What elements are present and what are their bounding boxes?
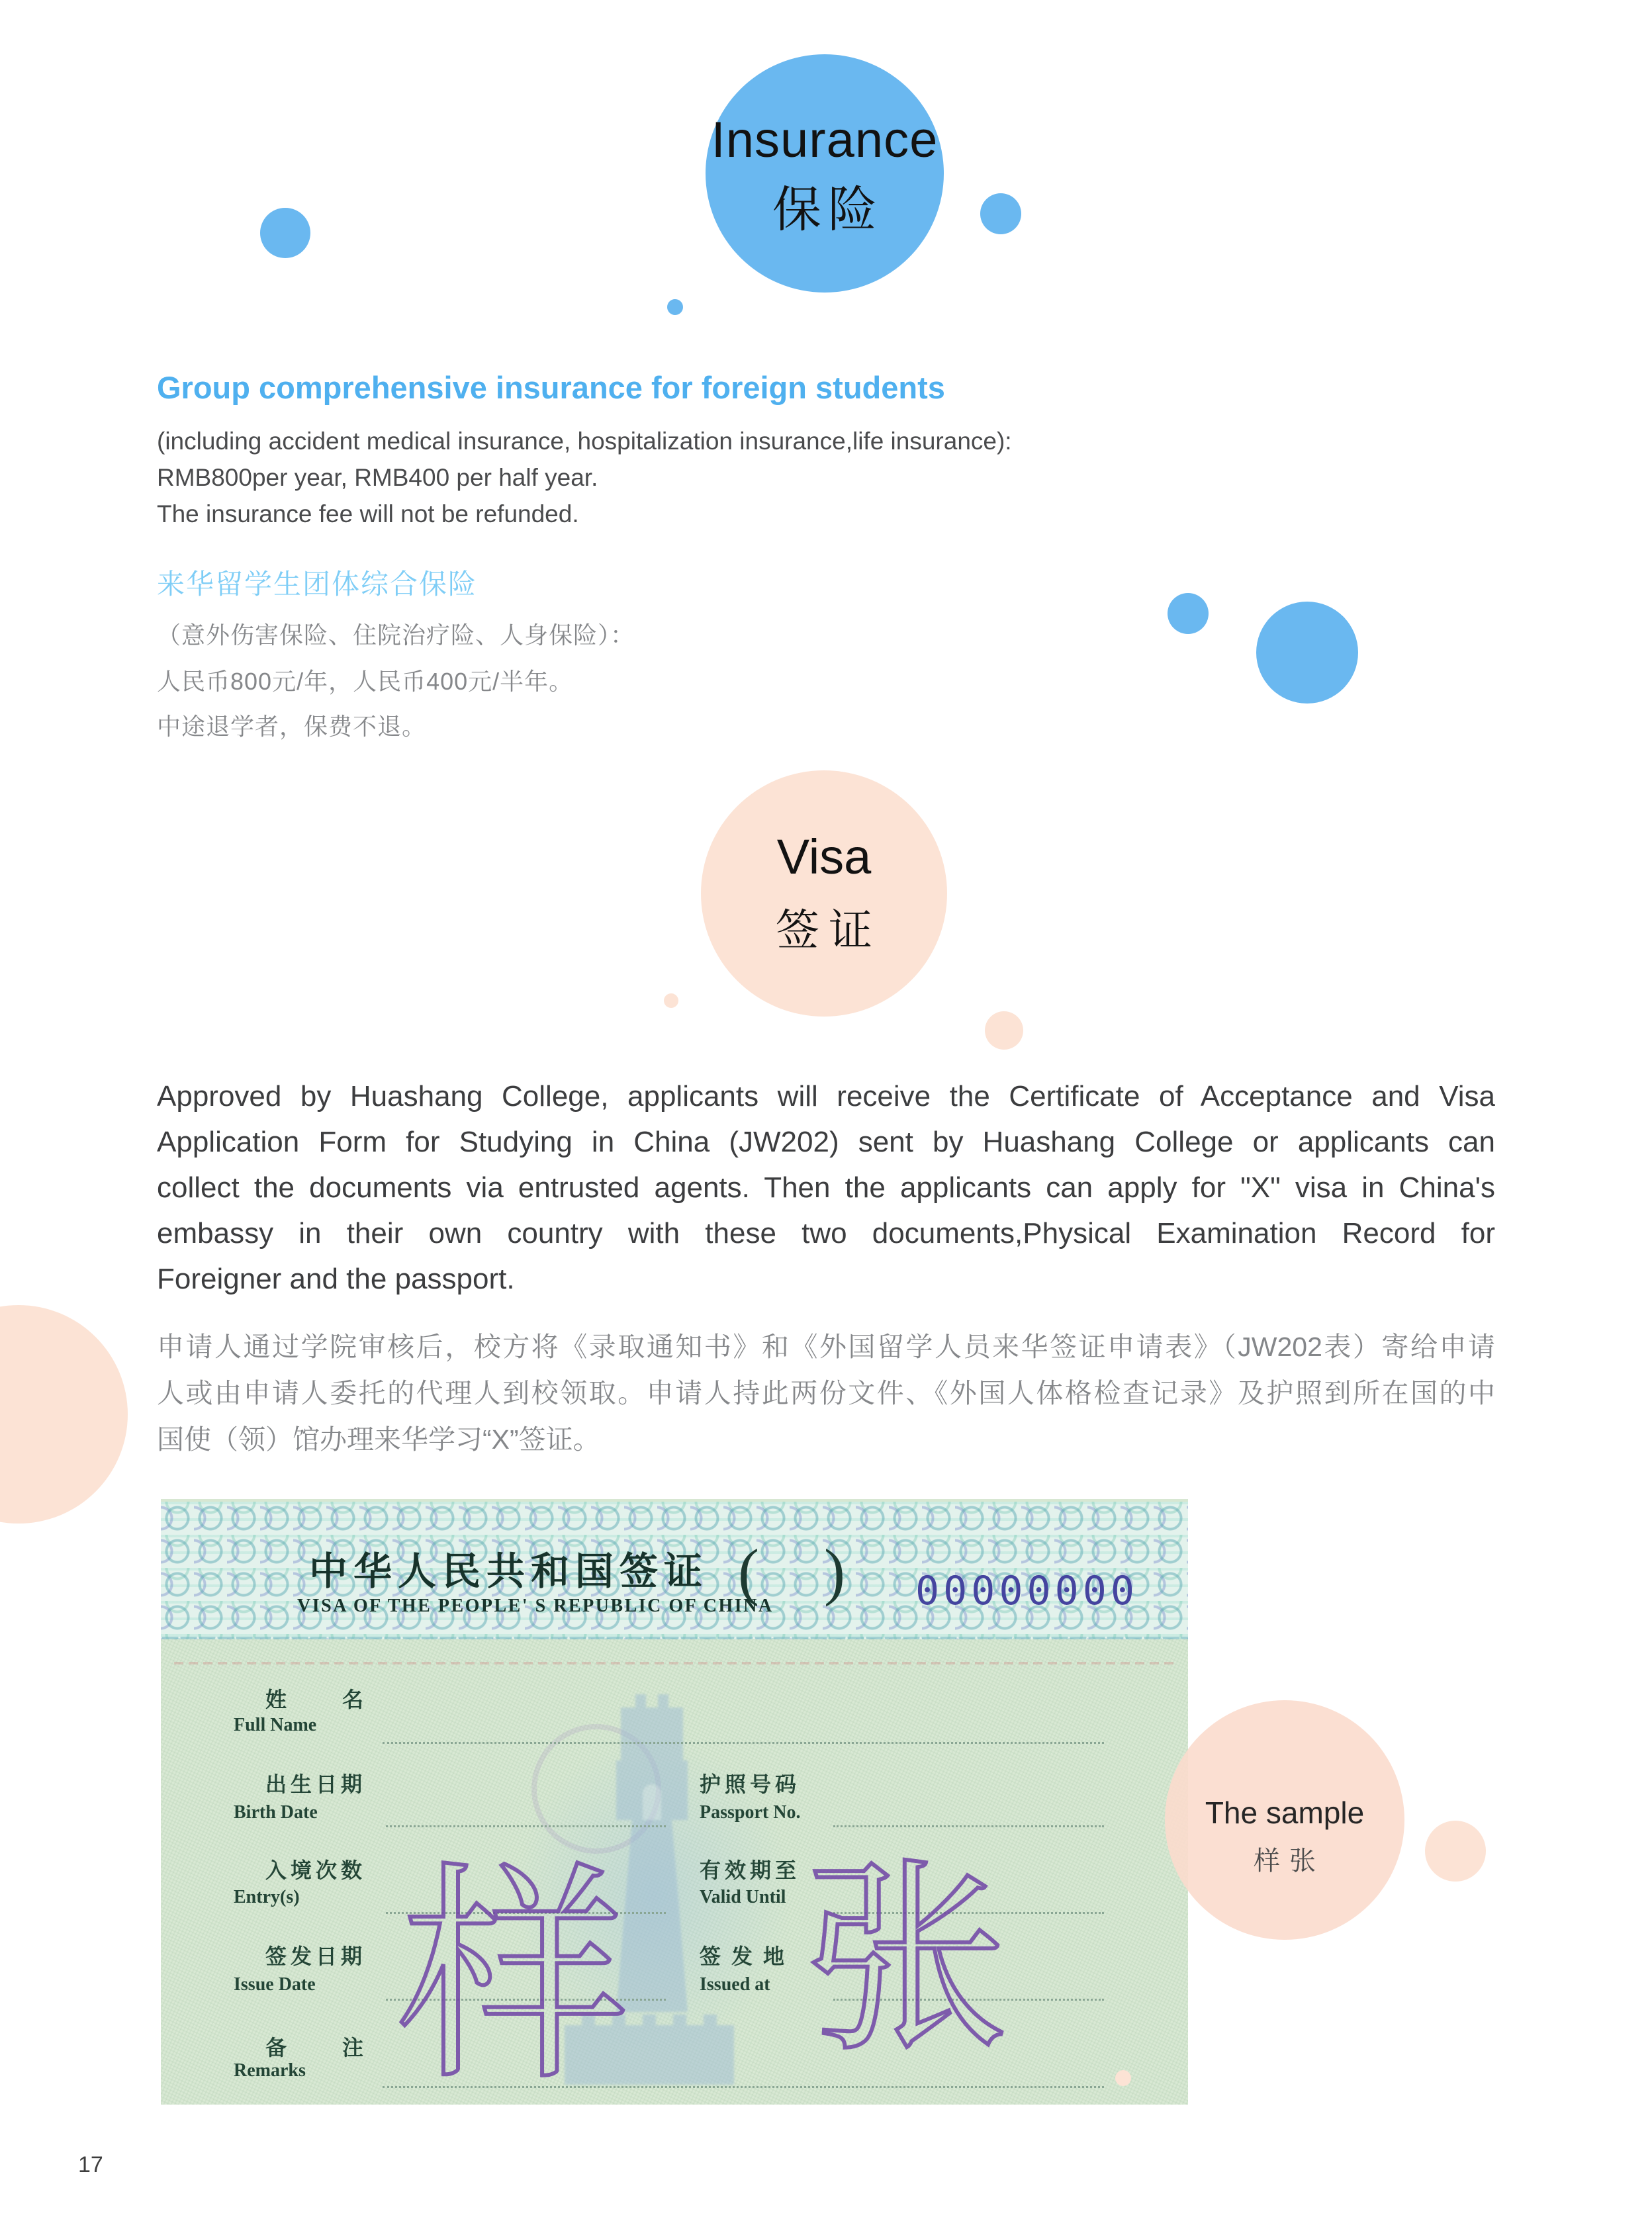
field-label-en: Entry(s): [234, 1887, 300, 1907]
visa-title-zh: 中华人民共和国签证: [309, 1550, 709, 1593]
insurance-text-line: RMB800per year, RMB400 per half year.: [157, 464, 598, 491]
paragraph-line: 人或由申请人委托的代理人到校领取。申请人持此两份文件、《外国人体格检查记录》及护照到所在国的中: [157, 1378, 1495, 1408]
decorative-circle-blue-mid-small: [1168, 593, 1209, 634]
visa-title-en: VISA OF THE PEOPLE' S REPUBLIC OF CHINA: [297, 1596, 774, 1616]
visa-paren-open: (: [738, 1536, 759, 1607]
field-label-zh: 出生日期: [265, 1772, 367, 1796]
field-label-zh: 入境次数: [265, 1858, 367, 1882]
insurance-heading-zh: 来华留学生团体综合保险: [157, 569, 478, 600]
insurance-text-line: The insurance fee will not be refunded.: [157, 500, 579, 527]
decorative-circle-peach-right: [1425, 1821, 1486, 1882]
visa-badge-subtitle: 签证: [776, 905, 882, 954]
field-label-zh: 签发地: [700, 1944, 796, 1968]
field-label-en: Issue Date: [234, 1974, 316, 1995]
paragraph-line: embassy in their own country with these two documents,Physical Examination Record for: [157, 1217, 1495, 1250]
specimen-overlay-char: 张: [803, 1844, 1009, 2074]
field-label-zh: 备注: [265, 2036, 420, 2060]
paragraph-line: Foreigner and the passport.: [157, 1263, 515, 1295]
sample-label-subtitle: 样张: [1254, 1846, 1325, 1876]
field-label-zh: 姓名: [265, 1688, 420, 1711]
decorative-dot-peach: [664, 993, 678, 1008]
decorative-circle-blue-left: [260, 208, 310, 258]
field-label-zh: 护照号码: [700, 1772, 801, 1796]
visa-paragraph-zh: [157, 1324, 1495, 1463]
insurance-text-line-zh: 人民币800元/年，人民币400元/半年。: [157, 668, 574, 695]
insurance-text-line-zh: 中途退学者，保费不退。: [157, 713, 427, 740]
visa-serial-number: 00000000: [915, 1568, 1138, 1614]
field-label-zh: 有效期至: [700, 1858, 801, 1882]
field-dotted-line: [383, 1742, 1104, 1744]
field-label-en: Birth Date: [234, 1802, 318, 1823]
insurance-badge-subtitle: 保险: [772, 182, 884, 237]
paragraph-line: Application Form for Studying in China (JW202) sent by Huashang College or applicants can: [157, 1126, 1495, 1158]
field-label-en: Issued at: [700, 1974, 770, 1995]
insurance-heading-en: Group comprehensive insurance for foreign students: [157, 370, 945, 405]
field-label-en: Remarks: [234, 2060, 306, 2081]
field-dotted-line: [833, 1825, 1104, 1827]
visa-sample-image: [161, 1499, 1188, 2105]
visa-microprint-line: [174, 1662, 1173, 1664]
specimen-overlay-char: 样: [398, 1848, 629, 2105]
visa-badge-circle: [701, 770, 947, 1017]
field-label-zh: 签发日期: [265, 1944, 367, 1968]
decorative-circle-blue-mid-big: [1256, 602, 1358, 704]
field-label-en: Valid Until: [700, 1887, 786, 1907]
page-number: 17: [78, 2152, 103, 2177]
decorative-circle-peach-small: [985, 1011, 1023, 1050]
insurance-text-line: (including accident medical insurance, hospitalization insurance,life insurance):: [157, 428, 1012, 455]
insurance-text-line-zh: （意外伤害保险、住院治疗险、人身保险）：: [157, 621, 635, 649]
decorative-circle-blue-right: [980, 193, 1021, 234]
visa-paren-close: ): [824, 1536, 845, 1607]
visa-paragraph-en: [157, 1073, 1495, 1302]
field-dotted-line: [386, 1825, 666, 1827]
visa-badge-title: Visa: [776, 829, 872, 884]
sample-label-title: The sample: [1205, 1796, 1365, 1830]
paragraph-line: 申请人通过学院审核后，校方将《录取通知书》和《外国留学人员来华签证申请表》（JW202表）寄给申请: [157, 1332, 1495, 1362]
field-label-en: Full Name: [234, 1715, 317, 1735]
decorative-circle-peach-left: [0, 1305, 128, 1524]
insurance-badge-title: Insurance: [711, 112, 939, 168]
decorative-dot-blue: [667, 299, 683, 315]
paragraph-line: collect the documents via entrusted agents. Then the applicants can apply for "X" visa in China's: [157, 1171, 1495, 1204]
paragraph-line: 国使（领）馆办理来华学习“X”签证。: [157, 1424, 600, 1455]
field-label-en: Passport No.: [700, 1802, 801, 1823]
decorative-dot-peach-visa: [1115, 2070, 1131, 2086]
paragraph-line: Approved by Huashang College, applicants will receive the Certificate of Acceptance and Visa: [157, 1080, 1495, 1113]
